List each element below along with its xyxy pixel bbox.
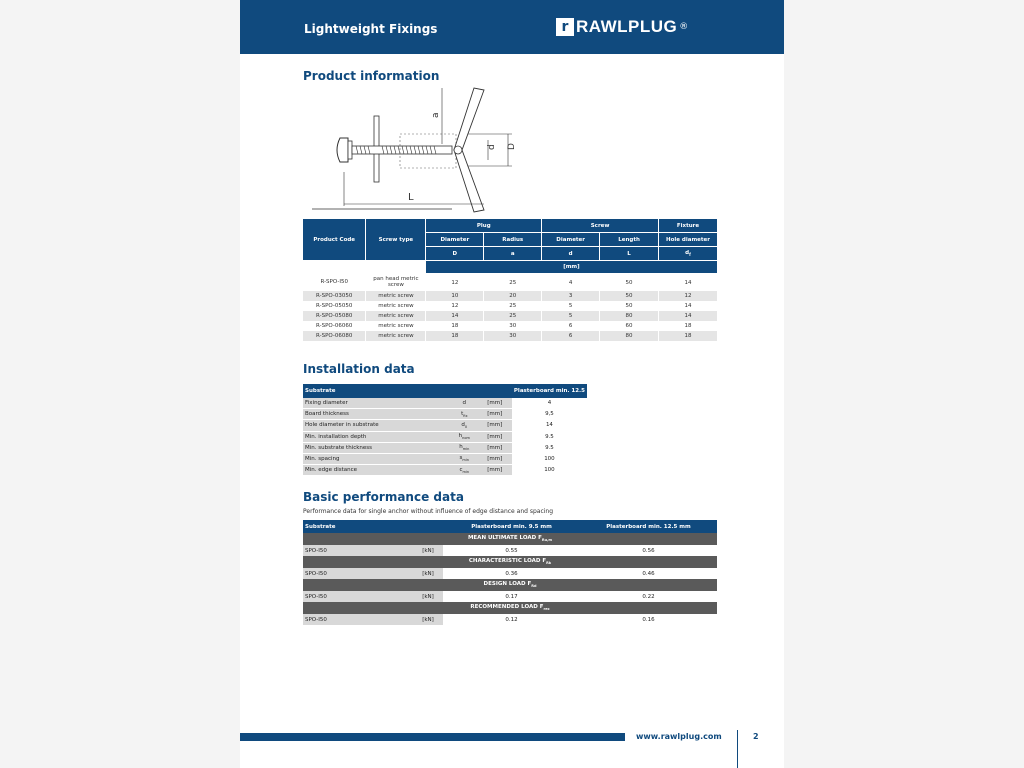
table-row <box>303 591 717 602</box>
cell-type: pan head metric screw <box>366 274 426 292</box>
perf-section-row <box>303 602 717 614</box>
symbol-df: $d_f$ <box>659 247 718 261</box>
perf-section-title <box>303 602 717 614</box>
cell-D: 14 <box>426 311 484 321</box>
perf-label: SPO-I50 <box>303 614 413 625</box>
page-number: 2 <box>753 732 759 741</box>
install-symbol <box>451 409 478 420</box>
dimension-D-label: D <box>507 143 517 150</box>
cell-type: metric screw <box>366 311 426 321</box>
perf-label: SPO-I50 <box>303 545 413 556</box>
section-title-product: Product information <box>303 69 440 83</box>
table-row <box>303 301 718 311</box>
table-row <box>303 431 587 442</box>
perf-value-col1: 0.55 <box>443 545 580 556</box>
logo-registered-mark: ® <box>679 22 689 32</box>
header-plug: Plug <box>426 219 542 233</box>
section-title-subscript: Ru,m <box>541 538 553 543</box>
install-value: 4 <box>512 398 587 409</box>
cell-code: R-SPO-06080 <box>303 331 366 341</box>
install-unit: [mm] <box>478 465 512 476</box>
header-screw-type: Screw type <box>366 219 426 261</box>
cell-L: 80 <box>600 331 659 341</box>
cell-D: 12 <box>426 301 484 311</box>
cell-type: metric screw <box>366 301 426 311</box>
table-row <box>303 614 717 625</box>
perf-value-col2: 0.46 <box>580 568 717 579</box>
symbol-letter: c <box>459 466 463 473</box>
perf-value-col1: 0.17 <box>443 591 580 602</box>
cell-a: 30 <box>484 331 542 341</box>
cell-code: R-SPO-06060 <box>303 321 366 331</box>
section-title-install: Installation data <box>303 362 415 376</box>
table-row <box>303 331 718 341</box>
rawlplug-logo <box>556 16 688 38</box>
header-screw-diameter: Diameter <box>542 233 600 247</box>
cell-d: 4 <box>542 274 600 292</box>
symbol-letter: t <box>461 410 464 417</box>
perf-section-title <box>303 533 717 545</box>
section-title-subscript: Rk <box>546 561 552 566</box>
perf-label: SPO-I50 <box>303 568 413 579</box>
perf-unit: [kN] <box>413 591 443 602</box>
footer-bar <box>240 733 625 741</box>
install-symbol <box>451 442 478 453</box>
cell-df: 18 <box>659 321 718 331</box>
cell-code: R-SPO-03050 <box>303 291 366 301</box>
table-row <box>303 321 718 331</box>
perf-unit: [kN] <box>413 614 443 625</box>
performance-table <box>303 520 717 625</box>
perf-value-col2: 0.16 <box>580 614 717 625</box>
cell-D: 12 <box>426 274 484 292</box>
symbol-letter: h <box>459 444 463 451</box>
table-row <box>303 568 717 579</box>
perf-value-col1: 0.12 <box>443 614 580 625</box>
header-title: Lightweight Fixings <box>304 22 438 36</box>
dimension-L-label: L <box>408 192 414 203</box>
cell-df: 12 <box>659 291 718 301</box>
symbol-subscript: min <box>462 458 470 463</box>
perf-value-col1: 0.36 <box>443 568 580 579</box>
symbol-subscript: nom <box>462 436 470 441</box>
installation-table <box>303 384 587 476</box>
table-row <box>303 409 587 420</box>
install-value: 100 <box>512 465 587 476</box>
symbol-letter: d <box>461 421 465 428</box>
header-screw: Screw <box>542 219 659 233</box>
symbol-a: a <box>484 247 542 261</box>
cell-a: 25 <box>484 274 542 292</box>
dimension-d-label: d <box>487 144 497 150</box>
install-value: 14 <box>512 420 587 431</box>
header-hole-diameter: Hole diameter <box>659 233 718 247</box>
symbol-letter: h <box>458 433 463 440</box>
section-title-subscript: rec <box>543 607 550 612</box>
footer-url[interactable]: www.rawlplug.com <box>636 732 722 741</box>
symbol-D: D <box>426 247 484 261</box>
table-row <box>303 291 718 301</box>
header-product-code: Product Code <box>303 219 366 261</box>
perf-section-row <box>303 579 717 591</box>
cell-L: 50 <box>600 291 659 301</box>
symbol-subscript: min <box>462 469 470 474</box>
table-row <box>303 545 717 556</box>
cell-d: 6 <box>542 331 600 341</box>
cell-code: R-SPO-05050 <box>303 301 366 311</box>
perf-section-row <box>303 556 717 568</box>
cell-L: 80 <box>600 311 659 321</box>
perf-unit: [kN] <box>413 545 443 556</box>
spring-toggle-drawing <box>312 78 552 214</box>
product-table <box>303 219 718 341</box>
install-header-plasterboard: Plasterboard min. 12.5 <box>512 384 587 398</box>
header-fixture: Fixture <box>659 219 718 233</box>
section-title-text: MEAN ULTIMATE LOAD F <box>467 535 542 542</box>
cell-df: 14 <box>659 301 718 311</box>
section-title-performance: Basic performance data <box>303 490 464 504</box>
cell-code: R-SPO-I50 <box>303 274 366 292</box>
footer-divider <box>737 730 738 768</box>
install-value: 9.5 <box>512 431 587 442</box>
symbol-d: d <box>542 247 600 261</box>
install-unit: [mm] <box>478 398 512 409</box>
logo-text: RAWLPLUG <box>576 17 678 36</box>
cell-a: 25 <box>484 311 542 321</box>
install-symbol <box>451 431 478 442</box>
cell-df: 14 <box>659 311 718 321</box>
install-unit: [mm] <box>478 431 512 442</box>
symbol-letter: s <box>459 455 463 462</box>
symbol-subscript: 0 <box>464 425 468 430</box>
install-symbol <box>451 398 478 409</box>
cell-d: 5 <box>542 301 600 311</box>
install-symbol <box>451 453 478 464</box>
perf-unit: [kN] <box>413 568 443 579</box>
install-unit: [mm] <box>478 453 512 464</box>
install-label: Fixing diameter <box>303 398 451 409</box>
install-label: Hole diameter in substrate <box>303 420 451 431</box>
cell-L: 60 <box>600 321 659 331</box>
header-length: Length <box>600 233 659 247</box>
install-label: Min. edge distance <box>303 465 451 476</box>
dimension-a-label: a <box>431 112 441 118</box>
header-plug-diameter: Diameter <box>426 233 484 247</box>
cell-a: 30 <box>484 321 542 331</box>
symbol-letter: d <box>462 399 467 406</box>
table-row <box>303 453 587 464</box>
perf-section-title <box>303 579 717 591</box>
cell-type: metric screw <box>366 321 426 331</box>
cell-df: 18 <box>659 331 718 341</box>
install-header-substrate: Substrate <box>303 384 512 398</box>
install-symbol <box>451 420 478 431</box>
install-unit: [mm] <box>478 420 512 431</box>
install-value: 100 <box>512 453 587 464</box>
perf-value-col2: 0.56 <box>580 545 717 556</box>
install-label: Board thickness <box>303 409 451 420</box>
table-row <box>303 420 587 431</box>
perf-label: SPO-I50 <box>303 591 413 602</box>
cell-d: 3 <box>542 291 600 301</box>
cell-code: R-SPO-05080 <box>303 311 366 321</box>
cell-L: 50 <box>600 274 659 292</box>
performance-note: Performance data for single anchor without influence of edge distance and spacing <box>303 508 554 515</box>
section-title-text: RECOMMENDED LOAD F <box>470 604 544 611</box>
cell-a: 20 <box>484 291 542 301</box>
header-radius: Radius <box>484 233 542 247</box>
install-label: Min. substrate thickness <box>303 442 451 453</box>
unit-mm: [mm] <box>426 261 718 274</box>
document-page <box>240 0 784 768</box>
perf-header-substrate: Substrate <box>303 520 443 533</box>
symbol-subscript: min <box>462 447 470 452</box>
logo-r-mark: r <box>556 18 574 36</box>
install-label: Min. spacing <box>303 453 451 464</box>
table-row <box>303 274 718 292</box>
perf-value-col2: 0.22 <box>580 591 717 602</box>
section-title-subscript: Rd <box>531 584 537 589</box>
cell-df: 14 <box>659 274 718 292</box>
cell-type: metric screw <box>366 291 426 301</box>
install-label: Min. installation depth <box>303 431 451 442</box>
install-unit: [mm] <box>478 409 512 420</box>
cell-D: 10 <box>426 291 484 301</box>
table-row <box>303 442 587 453</box>
install-value: 9.5 <box>512 442 587 453</box>
section-title-text: CHARACTERISTIC LOAD F <box>468 558 547 565</box>
cell-d: 5 <box>542 311 600 321</box>
cell-D: 18 <box>426 331 484 341</box>
cell-a: 25 <box>484 301 542 311</box>
perf-section-row <box>303 533 717 545</box>
table-row <box>303 311 718 321</box>
table-row <box>303 398 587 409</box>
symbol-subscript: fix <box>463 413 468 418</box>
install-unit: [mm] <box>478 442 512 453</box>
table-row <box>303 465 587 476</box>
cell-D: 18 <box>426 321 484 331</box>
cell-d: 6 <box>542 321 600 331</box>
cell-type: metric screw <box>366 331 426 341</box>
perf-header-col2: Plasterboard min. 12.5 mm <box>580 520 717 533</box>
header-bar <box>240 0 784 54</box>
install-symbol <box>451 465 478 476</box>
cell-L: 50 <box>600 301 659 311</box>
section-title-text: DESIGN LOAD F <box>483 581 532 588</box>
symbol-L: L <box>600 247 659 261</box>
install-value: 9,5 <box>512 409 587 420</box>
perf-header-col1: Plasterboard min. 9.5 mm <box>443 520 580 533</box>
perf-section-title <box>303 556 717 568</box>
